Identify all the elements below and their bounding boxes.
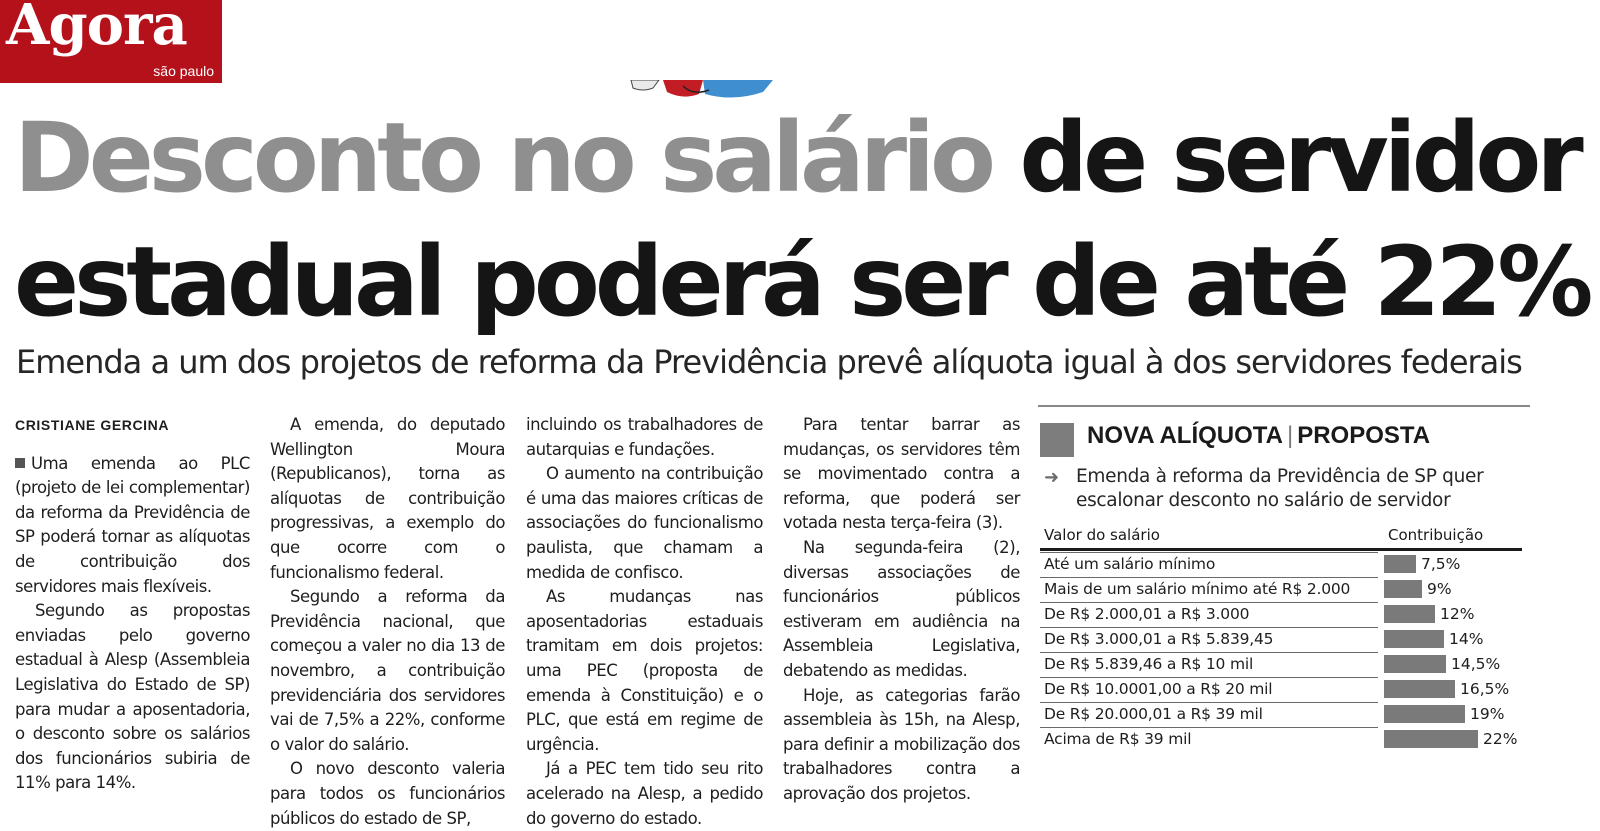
table-row: [1040, 602, 1524, 627]
row-divider: [1040, 577, 1378, 578]
contribution-value-label: 14,5%: [1451, 655, 1501, 673]
salary-range-label: Acima de R$ 39 mil: [1044, 730, 1192, 748]
infobox-description: Emenda à reforma da Previdência de SP quer escalonar desconto no salário de servidor: [1076, 466, 1484, 511]
table-header-contribution: Contribuição: [1388, 526, 1484, 544]
contribution-bar: [1384, 730, 1478, 748]
contribution-value-label: 9%: [1427, 580, 1452, 598]
table-row: [1040, 627, 1524, 652]
table-header-rule: [1040, 548, 1522, 551]
contribution-bar: [1384, 655, 1446, 673]
contribution-bar: [1384, 555, 1416, 573]
row-divider: [1040, 627, 1378, 628]
paragraph: incluindo os trabalhadores de autarquias e fundações.: [526, 415, 763, 459]
salary-range-label: De R$ 10.0001,00 a R$ 20 mil: [1044, 680, 1273, 698]
paragraph: O aumento na contribuição é uma das maiores críticas de associações do funcionalismo paulista, que chamam a medida de confisco.: [526, 464, 763, 582]
contribution-bar: [1384, 630, 1444, 648]
logo-city: são paulo: [153, 63, 214, 79]
table-row: [1040, 552, 1524, 577]
arrow-right-icon: ➜: [1044, 467, 1060, 488]
paragraph: Segundo as propostas enviadas pelo governo estadual à Alesp (Assembleia Legislativa do Estado de SP) para mudar a aposentadoria, o desconto sobre os salários dos funcionários subiria de 11% para 14%.: [15, 601, 250, 793]
salary-range-label: Até um salário mínimo: [1044, 555, 1216, 573]
table-row: [1040, 577, 1524, 602]
infobox-nova-aliquota: [1038, 405, 1530, 775]
infobox-title-a: NOVA ALÍQUOTA: [1087, 422, 1283, 449]
article-column-1: [15, 413, 250, 796]
contribution-value-label: 14%: [1449, 630, 1484, 648]
infobox-title-b: PROPOSTA: [1297, 422, 1431, 449]
salary-range-label: De R$ 5.839,46 a R$ 10 mil: [1044, 655, 1254, 673]
paragraph-text: Uma emenda ao PLC (projeto de lei complementar) da reforma da Previdência de SP poderá tornar as alíquotas de contribuição dos servidores mais flexíveis.: [15, 453, 250, 596]
paragraph: Segundo a reforma da Previdência nacional, que começou a valer no dia 13 de novembro, a contribuição previdenciária dos servidores vai de 7,5% a 22%, conforme o valor do salário.: [270, 587, 505, 754]
article-column-4: [783, 413, 1020, 807]
byline: CRISTIANE GERCINA: [15, 417, 170, 433]
headline-line2: estadual poderá ser de até 22%: [14, 226, 1589, 338]
article-column-3: [526, 413, 763, 831]
salary-range-label: Mais de um salário mínimo até R$ 2.000: [1044, 580, 1351, 598]
contribution-value-label: 7,5%: [1421, 555, 1461, 573]
infobox-title-separator: |: [1286, 422, 1294, 449]
contribution-bar: [1384, 580, 1422, 598]
logo-wordmark: Agora: [6, 0, 187, 58]
article-column-2: [270, 413, 505, 831]
table-row: [1040, 727, 1524, 752]
contribution-value-label: 22%: [1483, 730, 1518, 748]
row-divider: [1040, 702, 1378, 703]
masthead-logo: [0, 0, 222, 83]
paragraph: [15, 452, 250, 600]
paragraph: As mudanças nas aposentadorias estaduais tramitam em dois projetos: uma PEC (proposta de emenda à Constituição) e o PLC, que está em regime de urgência.: [526, 587, 763, 754]
table-row: [1040, 652, 1524, 677]
paragraph: Hoje, as categorias farão assembleia às 15h, na Alesp, para definir a mobilização dos trabalhadores contra a aprovação dos projetos.: [783, 685, 1020, 803]
row-divider: [1040, 602, 1378, 603]
paragraph: Já a PEC tem tido seu rito acelerado na Alesp, a pedido do governo do estado.: [526, 759, 763, 828]
table-row: [1040, 702, 1524, 727]
row-divider: [1040, 677, 1378, 678]
infobox-square-icon: [1040, 423, 1074, 457]
row-divider: [1040, 727, 1378, 728]
headline: [14, 96, 1594, 344]
contribution-bar: [1384, 680, 1455, 698]
contribution-value-label: 16,5%: [1460, 680, 1510, 698]
salary-range-label: De R$ 3.000,01 a R$ 5.839,45: [1044, 630, 1274, 648]
row-divider: [1040, 552, 1378, 553]
table-header-salary: Valor do salário: [1044, 526, 1160, 544]
headline-highlight: Desconto no salário: [14, 102, 991, 214]
paragraph: O novo desconto valeria para todos os funcionários públicos do estado de SP,: [270, 759, 505, 828]
contribution-bar: [1384, 605, 1435, 623]
headline-rest: de servidor: [1019, 102, 1579, 214]
table-row: [1040, 677, 1524, 702]
paragraph: A emenda, do deputado Wellington Moura (Republicanos), torna as alíquotas de contribuição progressivas, a exemplo do que ocorre com o funcionalismo federal.: [270, 415, 505, 582]
paragraph: Na segunda-feira (2), diversas associações de funcionários públicos estiveram em audiência na Assembleia Legislativa, debatendo as medidas.: [783, 537, 1020, 680]
paragraph: Para tentar barrar as mudanças, os servidores têm se movimentado contra a reforma, que poderá ser votada nesta terça-feira (3).: [783, 415, 1020, 533]
salary-range-label: De R$ 2.000,01 a R$ 3.000: [1044, 605, 1250, 623]
salary-range-label: De R$ 20.000,01 a R$ 39 mil: [1044, 705, 1263, 723]
contribution-value-label: 12%: [1440, 605, 1475, 623]
infobox-top-rule: [1038, 405, 1530, 407]
row-divider: [1040, 652, 1378, 653]
bullet-square-icon: [15, 458, 25, 468]
contribution-bar: [1384, 705, 1465, 723]
contribution-value-label: 19%: [1470, 705, 1505, 723]
subheadline: Emenda a um dos projetos de reforma da Previdência prevê alíquota igual à dos servidores federais: [16, 343, 1522, 381]
infobox-title: [1087, 422, 1430, 450]
